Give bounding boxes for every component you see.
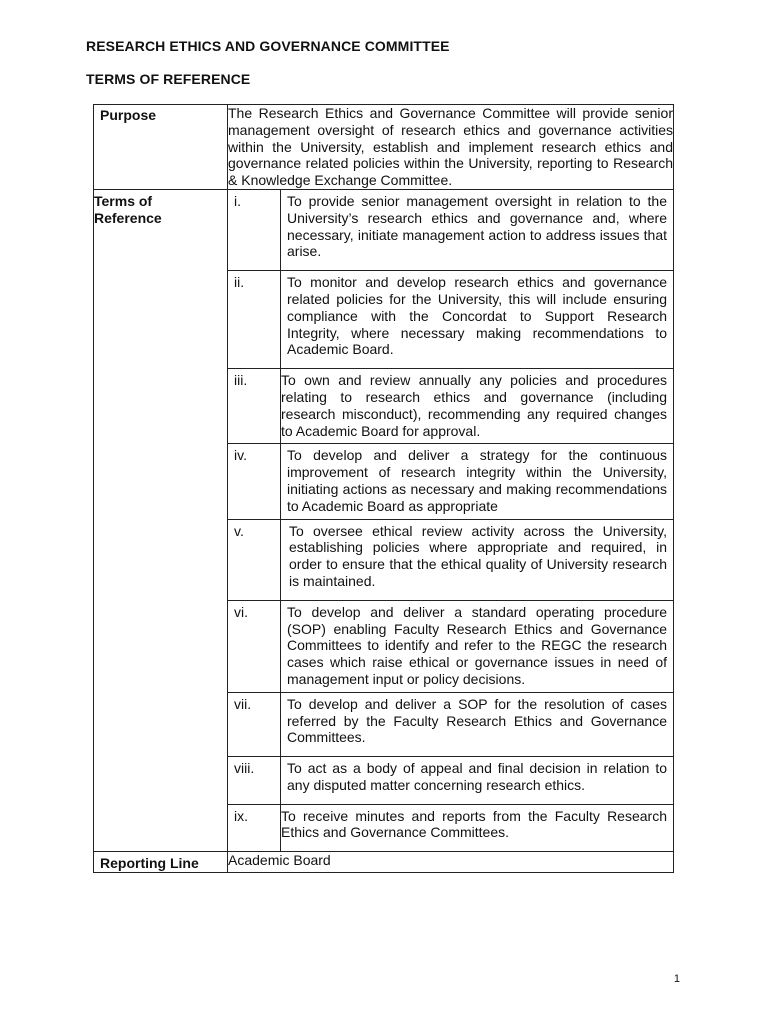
term-item [228,369,673,444]
term-text: To oversee ethical review activity across the University, establishing policies where appropriate and required, in order to ensure that the ethical quality of University research is maintained. [281,519,674,600]
document-title: RESEARCH ETHICS AND GOVERNANCE COMMITTEE [86,38,450,54]
reporting-line-text: Academic Board [228,852,674,873]
term-number: v. [228,519,281,600]
term-item [228,692,673,756]
terms-row [94,189,674,851]
term-text: To develop and deliver a SOP for the resolution of cases referred by the Faculty Research Ethics and Governance Committees. [281,692,674,756]
term-number: i. [234,192,241,209]
terms-label-line2: Reference [94,209,162,226]
term-number: viii. [228,757,281,805]
page-number: 1 [673,973,680,985]
terms-items-cell [228,189,674,851]
terms-of-reference-table [93,104,674,873]
purpose-label: Purpose [94,105,228,190]
terms-label [94,189,228,851]
term-item [228,757,673,805]
term-item [228,804,673,851]
reporting-row [94,852,674,873]
purpose-text: The Research Ethics and Governance Committee will provide senior management oversight of research ethics and governance activities within the University, establish and implement research ethics and governance related policies within the University, reporting to Research & Knowledge Exchange Committee. [228,105,673,189]
document-subtitle: TERMS OF REFERENCE [86,71,251,87]
term-text: To monitor and develop research ethics and governance related policies for the University, this will include ensuring compliance with the Concordat to Support Research Integrity, where necessary making recommendations to Academic Board. [281,271,674,369]
term-number: ii. [228,271,281,369]
term-text: To develop and deliver a standard operating procedure (SOP) enabling Faculty Research Ethics and Governance Committees to identify and refer to the REGC the research cases which raise ethical or governance issues in need of management input or policy decisions. [281,600,674,692]
purpose-row [94,105,674,190]
reporting-line-label: Reporting Line [94,852,228,873]
terms-label-line1: Terms of [94,192,153,209]
term-item [228,271,673,369]
term-text: To develop and deliver a strategy for the continuous improvement of research integrity within the University, initiating actions as necessary and making recommendations to Academic Board as appropriate [281,444,674,519]
term-text: To own and review annually any policies and procedures relating to research ethics and governance (including research misconduct), recommending any required changes to Academic Board for approval. [281,369,674,444]
term-item [228,190,673,271]
term-text: To provide senior management oversight in relation to the University’s research ethics and governance and, where necessary, initiate management action to address issues that arise. [281,190,674,271]
term-text: To receive minutes and reports from the Faculty Research Ethics and Governance Committees. [281,804,674,851]
term-text: To act as a body of appeal and final decision in relation to any disputed matter concerning research ethics. [281,757,674,805]
term-item [228,519,673,600]
term-number: vii. [228,692,281,756]
term-number: ix. [228,804,281,851]
term-number: iii. [228,369,281,444]
term-number: vi. [228,600,281,692]
term-number: iv. [228,444,281,519]
terms-items-table [228,190,673,851]
term-item [228,444,673,519]
term-item [228,600,673,692]
